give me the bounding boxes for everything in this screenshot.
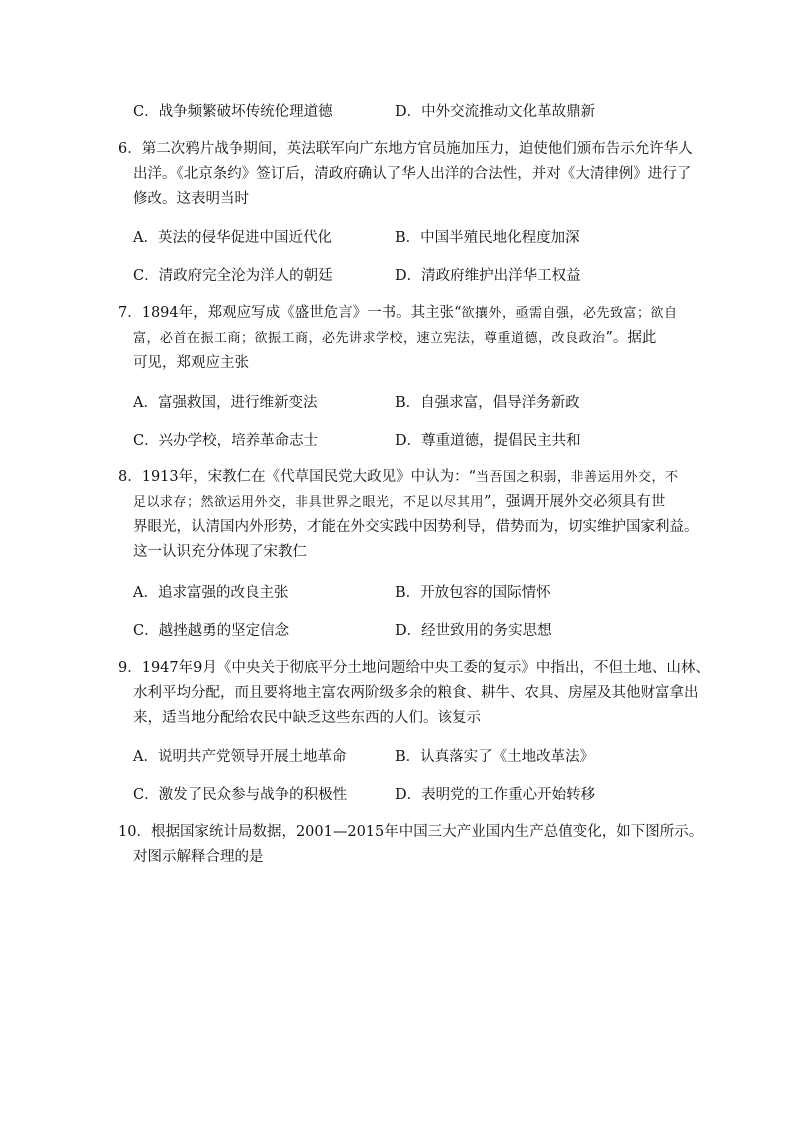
- q5-option-c: C．战争频繁破坏传统伦理道德: [133, 104, 333, 120]
- q7-option-c: C．兴办学校，培养革命志士: [133, 433, 319, 449]
- q6-stem: [118, 137, 693, 212]
- q6-line-1: 6．第二次鸦片战争期间，英法联军向广东地方官员施加压力，迫使他们颁布告示允许华人: [118, 141, 693, 157]
- q8-line-4: 这一认识充分体现了宋教仁: [133, 544, 307, 560]
- q7-line-2: [118, 326, 688, 351]
- q6-options-row-ab: [133, 226, 693, 248]
- q8-option-d: D．经世致用的务实思想: [395, 623, 552, 639]
- q9-options-row-cd: [133, 783, 693, 805]
- q10-line-1: 10．根据国家统计局数据，2001—2015年中国三大产业国内生产总值变化，如下图所示。: [118, 824, 704, 840]
- q9-line-3: 来，适当地分配给农民中缺乏这些东西的人们。该复示: [133, 710, 481, 726]
- q7-stem: [118, 301, 688, 376]
- q9-stem: [118, 656, 710, 731]
- q8-option-b: B．开放包容的国际情怀: [395, 585, 551, 601]
- q7-quote-part-1: 欲攘外，亟需自强，必先致富；欲自: [461, 306, 678, 321]
- q8-quote-part-1: 当吾国之积弱，非善运用外交，不: [476, 470, 679, 485]
- q6-options-row-cd: [133, 264, 693, 286]
- q8-stem: [118, 465, 699, 565]
- q8-line-1: [118, 465, 688, 490]
- q6-option-c: C．清政府完全沦为洋人的朝廷: [133, 268, 333, 284]
- q7-line-1-text: 7．1894年，郑观应写成《盛世危言》一书。其主张“: [118, 305, 462, 321]
- q7-line-1: [118, 301, 688, 326]
- q7-line-3: 可见，郑观应主张: [133, 355, 249, 371]
- q8-option-c: C．越挫越勇的坚定信念: [133, 623, 290, 639]
- q8-quote-part-2: 足以求存；然欲运用外交，非具世界之眼光，不足以尽其用: [133, 495, 485, 510]
- q6-line-3: 修改。这表明当时: [133, 191, 249, 207]
- q6-option-d: D．清政府维护出洋华工权益: [395, 268, 581, 284]
- q5-option-d: D．中外交流推动文化革故鼎新: [395, 104, 596, 120]
- q7-option-b: B．自强求富，倡导洋务新政: [395, 395, 580, 411]
- q7-option-d: D．尊重道德，提倡民主共和: [395, 433, 581, 449]
- q8-options-row-cd: [133, 619, 693, 641]
- q9-option-a: A．说明共产党领导开展土地革命: [133, 749, 347, 765]
- q9-option-c: C．激发了民众参与战争的积极性: [133, 787, 348, 803]
- q8-line-2-text: ”，强调开展外交必须具有世: [484, 494, 666, 510]
- q7-quote-part-2: 富，必首在振工商；欲振工商，必先讲求学校，速立宪法，尊重道德，改良政治: [133, 331, 606, 346]
- q9-line-2: 水利平均分配，而且要将地主富农两阶级多余的粮食、耕牛、农具、房屋及其他财富拿出: [133, 685, 699, 701]
- q8-line-1-text: 8．1913年，宋教仁在《代草国民党大政见》中认为：“: [118, 469, 477, 485]
- q5-options-row-cd: [133, 100, 693, 122]
- q10-stem: [118, 820, 704, 870]
- q6-line-2: 出洋。《北京条约》签订后，清政府确认了华人出洋的合法性，并对《大清律例》进行了: [133, 166, 692, 182]
- q6-option-b: B．中国半殖民地化程度加深: [395, 230, 580, 246]
- q8-options-row-ab: [133, 581, 693, 603]
- q6-option-a: A．英法的侵华促进中国近代化: [133, 230, 332, 246]
- q8-line-3: 界眼光，认清国内外形势，才能在外交实践中因势利导，借势而为，切实维护国家利益。: [133, 519, 699, 535]
- q7-option-a: A．富强救国，进行维新变法: [133, 395, 318, 411]
- q8-option-a: A．追求富强的改良主张: [133, 585, 289, 601]
- q7-line-2-text: ”。据此: [605, 330, 657, 346]
- q10-line-2: 对图示解释合理的是: [133, 849, 264, 865]
- q9-line-1: 9．1947年9月《中央关于彻底平分土地问题给中央工委的复示》中指出，不但土地、山林、: [118, 660, 710, 676]
- q9-options-row-ab: [133, 745, 693, 767]
- q8-line-2: [118, 490, 688, 515]
- q7-options-row-cd: [133, 429, 693, 451]
- q9-option-d: D．表明党的工作重心开始转移: [395, 787, 596, 803]
- q7-options-row-ab: [133, 391, 693, 413]
- q9-option-b: B．认真落实了《土地改革法》: [395, 749, 595, 765]
